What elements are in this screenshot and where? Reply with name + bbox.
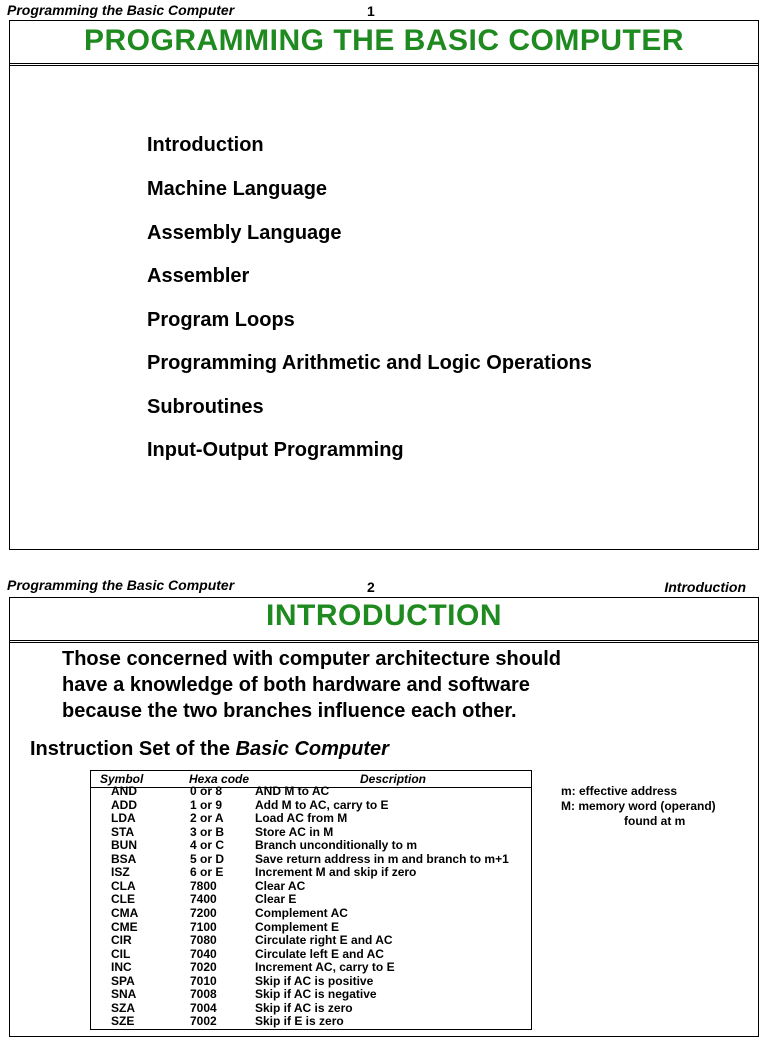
table-row (91, 988, 531, 1002)
instruction-set-heading-emphasis: Basic Computer (235, 738, 389, 760)
description-cell: Increment M and skip if zero (255, 865, 417, 880)
col-header-symbol: Symbol (100, 772, 144, 786)
hexa-code-cell: 7080 (190, 933, 217, 948)
description-cell: Clear AC (255, 878, 306, 893)
symbol-cell: ISZ (111, 865, 130, 880)
toc-item-subroutines: Subroutines (147, 396, 264, 418)
hexa-code-cell: 7200 (190, 905, 217, 920)
symbol-cell: BUN (111, 838, 137, 853)
instruction-set-heading (30, 738, 389, 761)
slide2-running-header: Programming the Basic Computer (7, 577, 235, 593)
description-cell: Complement E (255, 919, 340, 934)
table-row (91, 921, 531, 935)
toc-item-program-loops: Program Loops (147, 309, 295, 331)
instruction-set-table (90, 770, 532, 1030)
description-cell: Save return address in m and branch to m+1 (255, 851, 509, 866)
description-cell: Circulate right E and AC (255, 933, 393, 948)
hexa-code-cell: 6 or E (190, 865, 224, 880)
description-cell: AND M to AC (255, 784, 330, 798)
table-row (91, 893, 531, 907)
table-row (91, 799, 531, 813)
description-cell: Skip if AC is zero (255, 1000, 353, 1015)
hexa-code-cell: 1 or 9 (190, 797, 223, 812)
hexa-code-cell: 7040 (190, 946, 217, 961)
description-cell: Increment AC, carry to E (255, 960, 395, 975)
intro-line: have a knowledge of both hardware and software (62, 674, 530, 696)
slide1-title-bar (10, 21, 758, 66)
slide2-title: INTRODUCTION (266, 599, 502, 632)
description-cell: Branch unconditionally to m (255, 838, 418, 853)
symbol-cell: ADD (111, 797, 137, 812)
symbol-cell: AND (111, 784, 137, 798)
hexa-code-cell: 3 or B (190, 824, 225, 839)
table-row (91, 812, 531, 826)
table-row (91, 853, 531, 867)
note-memory-word: M: memory word (operand) (561, 799, 716, 813)
description-cell: Skip if E is zero (255, 1014, 344, 1029)
description-cell: Skip if AC is positive (255, 973, 374, 988)
table-row (91, 975, 531, 989)
symbol-cell: STA (111, 824, 135, 839)
hexa-code-cell: 7020 (190, 960, 217, 975)
table-row (91, 934, 531, 948)
table-row (91, 866, 531, 880)
note-effective-address: m: effective address (561, 784, 678, 798)
description-cell: Skip if AC is negative (255, 987, 377, 1002)
symbol-cell: SZA (111, 1000, 135, 1015)
slide2-section-label: Introduction (664, 579, 746, 595)
toc-item-arithmetic-logic: Programming Arithmetic and Logic Operations (147, 352, 592, 374)
table-row (91, 785, 531, 799)
table-row (91, 961, 531, 975)
symbol-cell: CMA (111, 905, 139, 920)
hexa-code-cell: 7010 (190, 973, 217, 988)
hexa-code-cell: 7400 (190, 892, 217, 907)
description-cell: Complement AC (255, 905, 348, 920)
table-row (91, 826, 531, 840)
symbol-cell: CIR (111, 933, 132, 948)
hexa-code-cell: 2 or A (190, 811, 224, 826)
symbol-cell: BSA (111, 851, 137, 866)
description-cell: Load AC from M (255, 811, 348, 826)
symbol-cell: CIL (111, 946, 131, 961)
toc-item-assembly-language: Assembly Language (147, 222, 342, 244)
hexa-code-cell: 7100 (190, 919, 217, 934)
slide1-frame (9, 20, 759, 550)
slide2-title-bar (10, 598, 758, 643)
symbol-cell: SNA (111, 987, 137, 1002)
hexa-code-cell: 4 or C (190, 838, 225, 853)
toc-item-introduction: Introduction (147, 134, 264, 156)
description-cell: Add M to AC, carry to E (255, 797, 389, 812)
hexa-code-cell: 0 or 8 (190, 784, 223, 798)
toc-item-io-programming: Input-Output Programming (147, 439, 404, 461)
toc-item-assembler: Assembler (147, 265, 250, 287)
hexa-code-cell: 7800 (190, 878, 217, 893)
hexa-code-cell: 7002 (190, 1014, 217, 1029)
table-row (91, 839, 531, 853)
table-row (91, 907, 531, 921)
slide2-page-number: 2 (367, 579, 375, 595)
description-cell: Circulate left E and AC (255, 946, 384, 961)
symbol-cell: SZE (111, 1014, 135, 1029)
table-row (91, 1002, 531, 1016)
description-cell: Store AC in M (255, 824, 334, 839)
table-row (91, 880, 531, 894)
col-header-description: Description (360, 772, 427, 786)
slide1-page-number: 1 (367, 3, 375, 19)
slide2-frame (9, 597, 759, 1037)
slide1-running-header: Programming the Basic Computer (7, 2, 235, 18)
toc-item-machine-language: Machine Language (147, 178, 328, 200)
note-found-at: found at m (624, 814, 686, 828)
symbol-cell: CME (111, 919, 138, 934)
col-header-hexa-code: Hexa code (189, 772, 250, 786)
description-cell: Clear E (255, 892, 297, 907)
instruction-set-heading-prefix: Instruction Set of the (30, 738, 236, 760)
hexa-code-cell: 7008 (190, 987, 217, 1002)
symbol-cell: SPA (111, 973, 135, 988)
symbol-cell: CLA (111, 878, 136, 893)
symbol-cell: INC (111, 960, 132, 975)
table-row (91, 1015, 531, 1029)
symbol-cell: CLE (111, 892, 135, 907)
hexa-code-cell: 5 or D (190, 851, 225, 866)
slide1-title: PROGRAMMING THE BASIC COMPUTER (84, 24, 684, 57)
symbol-cell: LDA (111, 811, 136, 826)
intro-line: Those concerned with computer architecture should (62, 648, 561, 670)
hexa-code-cell: 7004 (190, 1000, 217, 1015)
table-row (91, 948, 531, 962)
intro-line: because the two branches influence each other. (62, 700, 517, 722)
